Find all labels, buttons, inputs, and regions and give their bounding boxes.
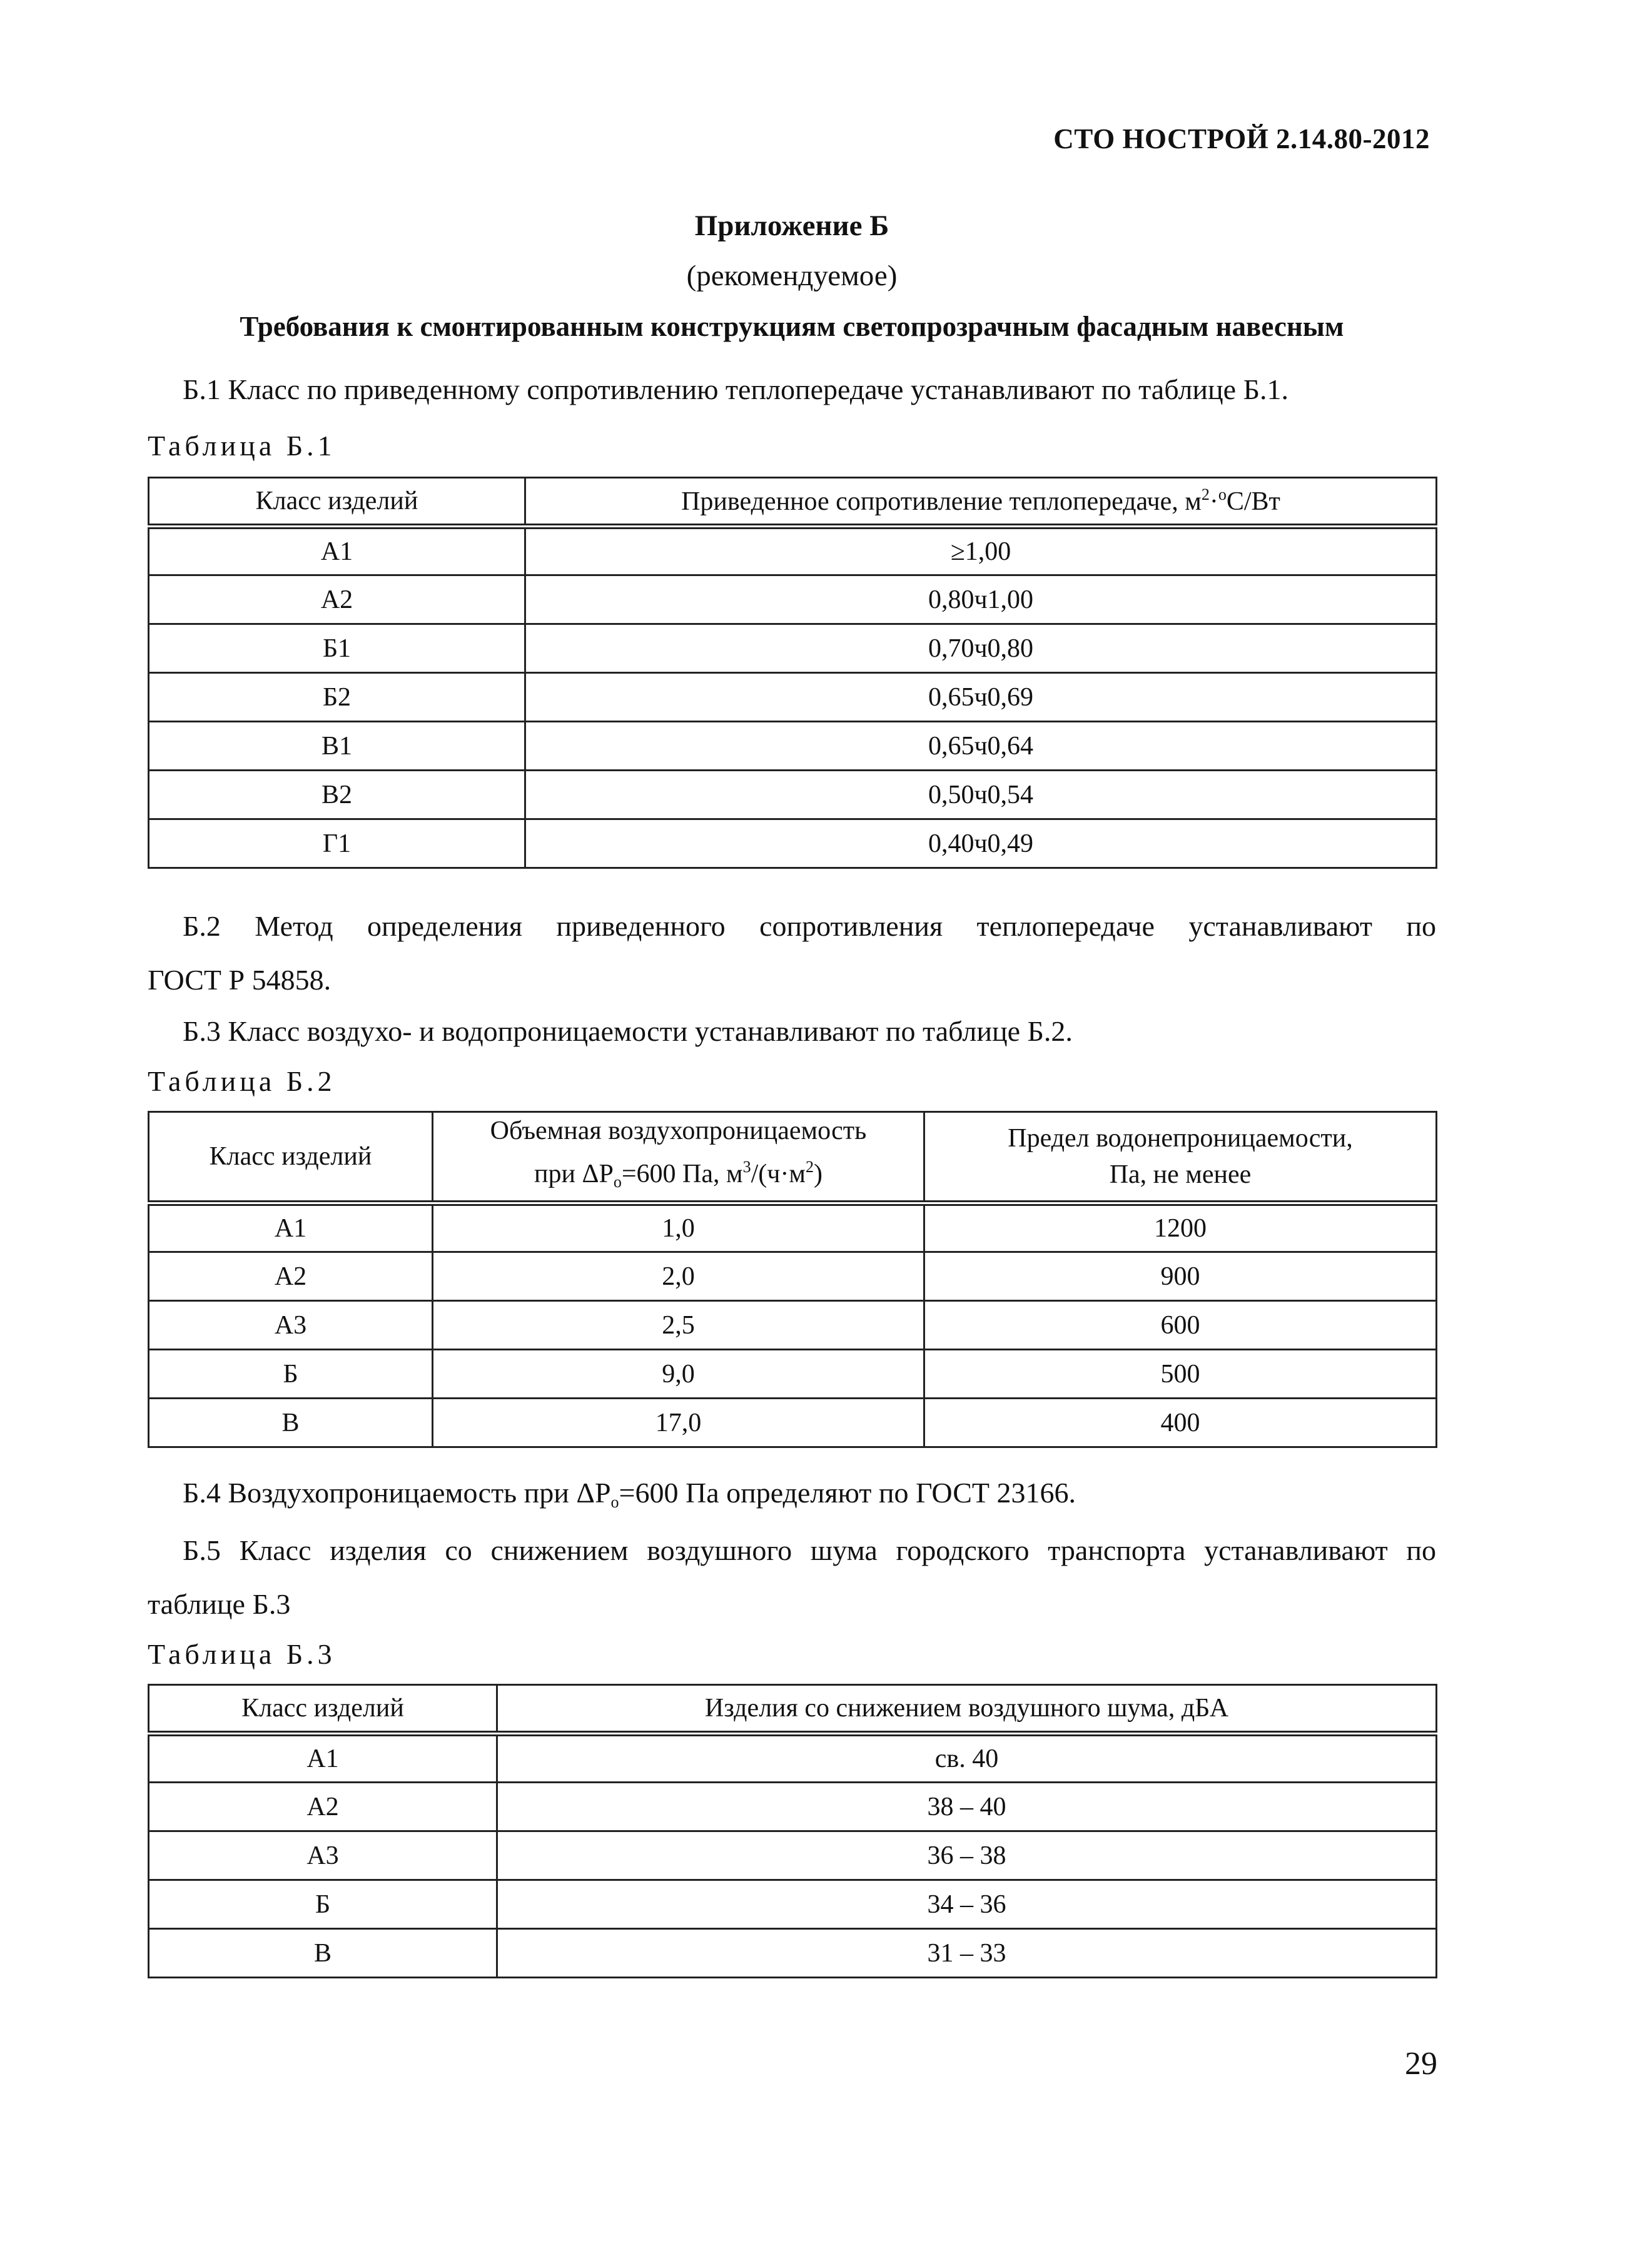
table-row	[149, 1252, 1437, 1301]
document-code: СТО НОСТРОЙ 2.14.80-2012	[1053, 123, 1430, 154]
table3-cell-value: 38 – 40	[497, 1783, 1437, 1831]
table1-cell-class: Б1	[149, 624, 525, 673]
page-number: 29	[1405, 2046, 1437, 2082]
table-row	[149, 1783, 1437, 1831]
table1-cell-value: 0,40ч0,49	[525, 819, 1437, 868]
table2-caption: Таблица Б.2	[148, 1065, 336, 1097]
table2-header-class: Класс изделий	[149, 1112, 433, 1203]
table3-cell-value: св. 40	[497, 1734, 1437, 1783]
table1-cell-class: Г1	[149, 819, 525, 868]
table2-cell-class: В	[149, 1399, 433, 1447]
table2-cell-water: 900	[924, 1252, 1437, 1301]
table-row	[149, 1399, 1437, 1447]
table2-cell-air: 2,0	[433, 1252, 924, 1301]
table1-cell-class: А2	[149, 575, 525, 624]
table-b2	[148, 1111, 1437, 1448]
table-row	[149, 1831, 1437, 1880]
table-row	[149, 624, 1437, 673]
table-b3	[148, 1684, 1437, 1978]
table1-cell-class: Б2	[149, 673, 525, 722]
table3-cell-class: Б	[149, 1880, 497, 1929]
table1-cell-value: ≥1,00	[525, 527, 1437, 575]
table2-cell-class: А3	[149, 1301, 433, 1350]
paragraph-b5-line1: Б.5 Класс изделия со снижением воздушного шума городского транспорта устанавливают по	[183, 1534, 1436, 1566]
paragraph-b5-line2: таблице Б.3	[148, 1588, 291, 1620]
table-b1	[148, 477, 1437, 869]
table2-cell-water: 400	[924, 1399, 1437, 1447]
table1-caption: Таблица Б.1	[148, 430, 336, 462]
table-row	[149, 527, 1437, 575]
table3-cell-value: 34 – 36	[497, 1880, 1437, 1929]
paragraph-b1: Б.1 Класс по приведенному сопротивлению теплопередаче устанавливают по таблице Б.1.	[183, 373, 1288, 405]
table-row	[149, 1301, 1437, 1350]
appendix-heading: Требования к смонтированным конструкциям светопрозрачным фасадным навесным	[240, 311, 1344, 342]
table1-cell-value: 0,70ч0,80	[525, 624, 1437, 673]
table-row	[149, 1929, 1437, 1978]
table3-header-noise: Изделия со снижением воздушного шума, дБА	[497, 1685, 1437, 1734]
table3-cell-class: А1	[149, 1734, 497, 1783]
table2-cell-air: 2,5	[433, 1301, 924, 1350]
table1-cell-value: 0,65ч0,69	[525, 673, 1437, 722]
table1-header-resistance: Приведенное сопротивление теплопередаче, $м^2\cdot^оС/Вт$	[525, 478, 1437, 527]
table-row	[149, 771, 1437, 819]
table2-header-water-limit: Предел водонепроницаемости, Па, не менее	[924, 1112, 1437, 1203]
table3-header-class: Класс изделий	[149, 1685, 497, 1734]
table-row	[149, 819, 1437, 868]
table-row	[149, 1734, 1437, 1783]
table-row	[149, 1350, 1437, 1399]
table-row	[149, 722, 1437, 771]
paragraph-b3: Б.3 Класс воздухо- и водопроницаемости устанавливают по таблице Б.2.	[183, 1015, 1073, 1047]
table1-cell-value: 0,65ч0,64	[525, 722, 1437, 771]
table2-header-air-permeability: Объемная воздухопроницаемость при $\Delta Р_о=600$ Па, $м^3/(ч\cdot м^2)$	[433, 1112, 924, 1203]
table2-cell-water: 500	[924, 1350, 1437, 1399]
table2-cell-air: 1,0	[433, 1203, 924, 1252]
table2-cell-class: А2	[149, 1252, 433, 1301]
table3-cell-class: А3	[149, 1831, 497, 1880]
table1-cell-value: 0,80ч1,00	[525, 575, 1437, 624]
table-row	[149, 673, 1437, 722]
table1-cell-class: А1	[149, 527, 525, 575]
paragraph-b2-line1: Б.2 Метод определения приведенного сопротивления теплопередаче устанавливают по	[183, 910, 1436, 942]
table2-cell-water: 1200	[924, 1203, 1437, 1252]
table1-cell-class: В1	[149, 722, 525, 771]
paragraph-b4: Б.4 Воздухопроницаемость при $\Delta Р_о=600$ Па определяют по ГОСТ 23166.	[183, 1477, 1076, 1511]
table3-caption: Таблица Б.3	[148, 1638, 336, 1670]
appendix-title: Приложение Б	[694, 210, 889, 242]
table1-cell-class: В2	[149, 771, 525, 819]
table-row	[149, 1880, 1437, 1929]
table2-cell-class: А1	[149, 1203, 433, 1252]
table3-cell-value: 31 – 33	[497, 1929, 1437, 1978]
table2-cell-water: 600	[924, 1301, 1437, 1350]
table3-cell-class: В	[149, 1929, 497, 1978]
table3-cell-class: А2	[149, 1783, 497, 1831]
appendix-subtitle: (рекомендуемое)	[686, 260, 898, 292]
table2-cell-class: Б	[149, 1350, 433, 1399]
table3-cell-value: 36 – 38	[497, 1831, 1437, 1880]
table-row	[149, 1203, 1437, 1252]
table2-cell-air: 9,0	[433, 1350, 924, 1399]
paragraph-b2-line2: ГОСТ Р 54858.	[148, 964, 332, 996]
table2-cell-air: 17,0	[433, 1399, 924, 1447]
table-row	[149, 575, 1437, 624]
table1-cell-value: 0,50ч0,54	[525, 771, 1437, 819]
table1-header-class: Класс изделий	[149, 478, 525, 527]
